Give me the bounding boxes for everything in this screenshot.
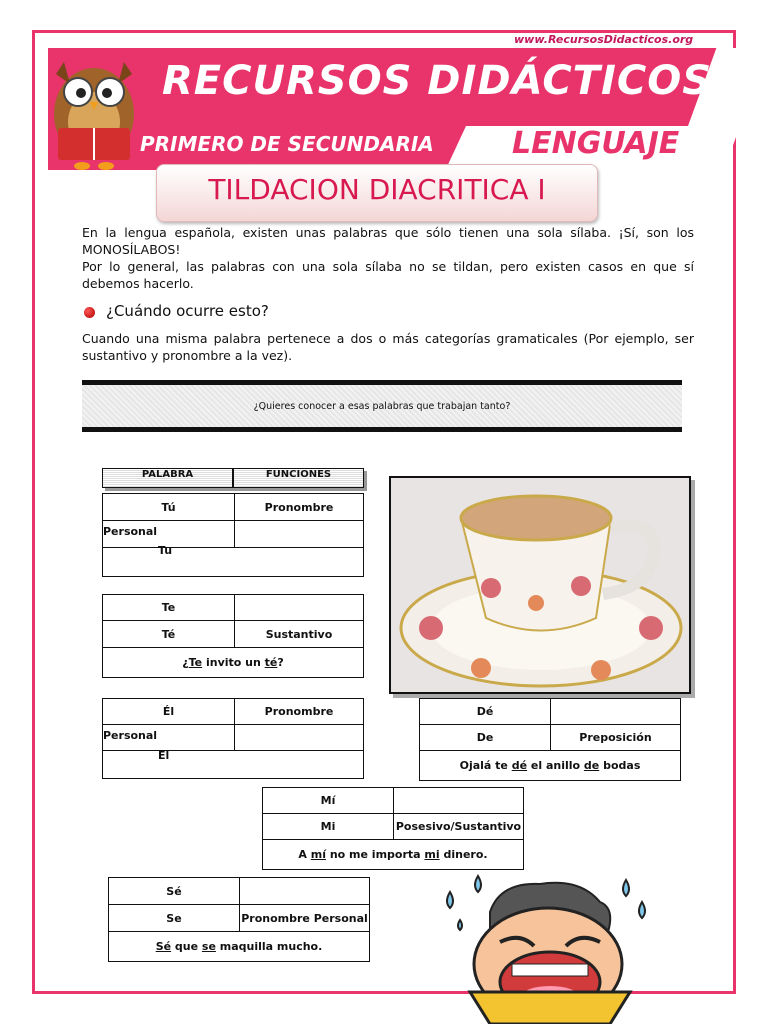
example-cell xyxy=(103,751,364,779)
teacup-icon xyxy=(391,478,689,692)
word-cell: Se xyxy=(109,905,240,932)
function-cell: Pronombre Personal xyxy=(240,905,370,932)
site-url[interactable]: www.RecursosDidacticos.org xyxy=(514,33,694,46)
word-cell: Mi xyxy=(263,814,394,840)
table-de xyxy=(419,698,681,781)
example-cell xyxy=(103,548,364,577)
bullet-icon xyxy=(84,307,95,318)
function-cell: Posesivo/Sustantivo xyxy=(394,814,524,840)
function-cell: Preposición xyxy=(551,725,681,751)
page-title: TILDACION DIACRITICA I xyxy=(208,173,546,206)
table-mi xyxy=(262,787,524,870)
word-cell: Té xyxy=(103,621,235,648)
level-label: PRIMERO DE SECUNDARIA xyxy=(140,132,434,156)
intro-paragraph-1: En la lengua española, existen unas palabras que sólo tienen una sola sílaba. ¡Sí, son los MONOSÍLABOS! xyxy=(82,225,694,257)
word-cell: Mí xyxy=(263,788,394,814)
function-cell xyxy=(235,521,364,548)
brand-title: RECURSOS DIDÁCTICOS xyxy=(162,58,713,104)
function-cell xyxy=(394,788,524,814)
word-cell: De xyxy=(420,725,551,751)
owl-mascot-icon xyxy=(44,48,144,172)
function-label: Personal xyxy=(103,525,158,538)
quote-banner xyxy=(82,380,682,432)
function-cell xyxy=(240,878,370,905)
function-label: Personal xyxy=(103,729,158,742)
intro-paragraph-2: Por lo general, las palabras con una sola sílaba no se tildan, pero existen casos en que sí debemos hacerlo. xyxy=(82,259,694,291)
word-label: El xyxy=(158,749,170,762)
header-funciones: FUNCIONES xyxy=(233,468,364,488)
table-header xyxy=(102,468,364,488)
word-cell: Tú xyxy=(103,494,235,521)
function-cell xyxy=(235,595,364,621)
function-cell xyxy=(551,699,681,725)
example-cell: ¿Te invito un té? xyxy=(103,648,364,678)
question-heading: ¿Cuándo ocurre esto? xyxy=(106,302,269,320)
example-cell: Ojalá te dé el anillo de bodas xyxy=(420,751,681,781)
word-label: Tu xyxy=(158,544,173,557)
subject-label: LENGUAJE xyxy=(512,126,680,161)
word-cell: Sé xyxy=(109,878,240,905)
word-cell: Dé xyxy=(420,699,551,725)
crying-boy-illustration xyxy=(430,872,730,1024)
function-cell: Pronombre xyxy=(235,699,364,725)
table-se xyxy=(108,877,370,962)
title-box xyxy=(156,164,598,222)
function-cell: Sustantivo xyxy=(235,621,364,648)
crying-boy-icon xyxy=(430,872,730,1024)
word-cell: Te xyxy=(103,595,235,621)
table-te xyxy=(102,594,364,678)
teacup-photo xyxy=(389,476,691,694)
function-cell: Pronombre xyxy=(235,494,364,521)
example-cell: Sé que se maquilla mucho. xyxy=(109,932,370,962)
function-cell xyxy=(235,725,364,751)
answer-paragraph: Cuando una misma palabra pertenece a dos o más categorías gramaticales (Por ejemplo, ser sustantivo y pronombre a la vez). xyxy=(82,331,694,363)
example-cell: A mí no me importa mi dinero. xyxy=(263,840,524,870)
word-cell: Él xyxy=(103,699,235,725)
header-palabra: PALABRA xyxy=(102,468,233,488)
quote-text: ¿Quieres conocer a esas palabras que trabajan tanto? xyxy=(253,401,511,412)
